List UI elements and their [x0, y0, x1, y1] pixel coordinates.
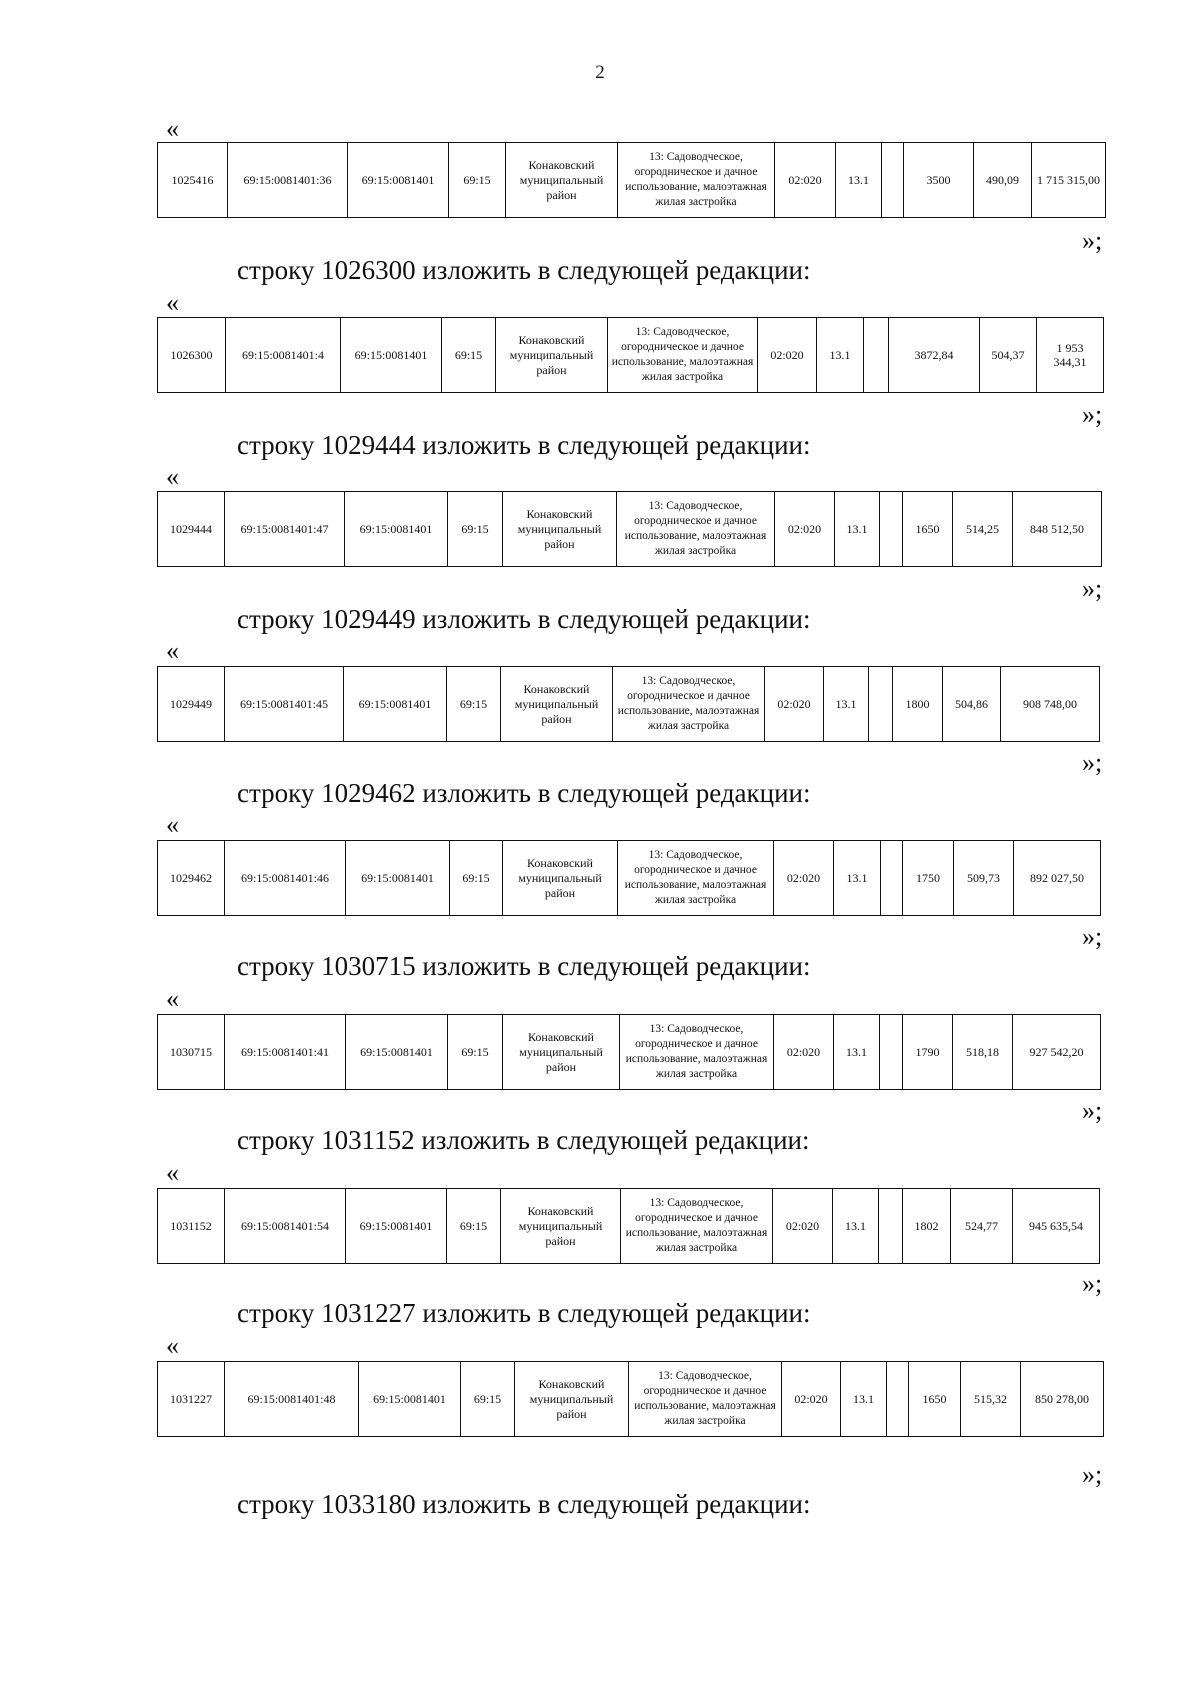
cell-cadastral-block: 69:15:0081401: [345, 492, 448, 567]
close-quote: »;: [1082, 1460, 1103, 1489]
cell-type-code: 13.1: [841, 1362, 887, 1437]
cell-row-number: 1029449: [158, 667, 225, 742]
cell-empty: [879, 1189, 903, 1264]
cell-cadastral-number: 69:15:0081401:48: [225, 1362, 359, 1437]
cell-cadastral-value: 848 512,50: [1013, 492, 1102, 567]
close-quote: »;: [1082, 400, 1103, 429]
cell-municipality: Конаковский муниципальный район: [503, 492, 617, 567]
cell-use-group: 13: Садоводческое, огородническое и дачное использование, малоэтажная жилая застройка: [618, 143, 775, 218]
table-row-1029462: [157, 840, 1101, 916]
cell-municipality: Конаковский муниципальный район: [515, 1362, 629, 1437]
cell-cadastral-block: 69:15:0081401: [344, 667, 447, 742]
cell-area: 1750: [903, 841, 954, 916]
open-quote: «: [166, 636, 179, 665]
close-quote: »;: [1082, 574, 1103, 603]
instruction-text: строку 1026300 изложить в следующей редакции:: [237, 255, 811, 285]
cell-area: 1650: [903, 492, 953, 567]
instruction-text: строку 1029462 изложить в следующей редакции:: [237, 778, 811, 808]
close-quote: »;: [1082, 226, 1103, 255]
cell-district-code: 69:15: [449, 143, 506, 218]
cell-cadastral-number: 69:15:0081401:47: [225, 492, 345, 567]
cell-row-number: 1029462: [158, 841, 225, 916]
page-number: 2: [595, 62, 605, 83]
open-quote: «: [166, 288, 179, 317]
cell-cadastral-value: 892 027,50: [1014, 841, 1101, 916]
cell-cadastral-value: 1 715 315,00: [1032, 143, 1106, 218]
cell-use-group: 13: Садоводческое, огородническое и дачное использование, малоэтажная жилая застройка: [629, 1362, 782, 1437]
cell-empty: [881, 841, 903, 916]
cell-cadastral-number: 69:15:0081401:46: [225, 841, 346, 916]
cell-row-number: 1025416: [158, 143, 228, 218]
cell-municipality: Конаковский муниципальный район: [506, 143, 618, 218]
close-quote: »;: [1082, 748, 1103, 777]
cell-area: 1800: [893, 667, 943, 742]
cell-area: 1802: [903, 1189, 951, 1264]
cell-use-group: 13: Садоводческое, огородническое и дачное использование, малоэтажная жилая застройка: [617, 492, 775, 567]
open-quote: «: [166, 114, 179, 143]
cell-cadastral-block: 69:15:0081401: [348, 143, 449, 218]
cell-empty: [882, 143, 904, 218]
cell-use-group: 13: Садоводческое, огородническое и дачное использование, малоэтажная жилая застройка: [620, 1015, 774, 1090]
cell-zone-code: 02:020: [765, 667, 824, 742]
table-row-1025416: [157, 142, 1106, 218]
cell-use-group: 13: Садоводческое, огородническое и дачное использование, малоэтажная жилая застройка: [608, 318, 758, 393]
cell-use-group: 13: Садоводческое, огородническое и дачное использование, малоэтажная жилая застройка: [613, 667, 765, 742]
open-quote: «: [166, 1158, 179, 1187]
open-quote: «: [166, 810, 179, 839]
cell-cadastral-block: 69:15:0081401: [346, 841, 450, 916]
cell-row-number: 1031227: [158, 1362, 225, 1437]
cell-empty: [880, 1015, 903, 1090]
cell-zone-code: 02:020: [774, 1015, 834, 1090]
table-row-1029444: [157, 491, 1102, 567]
cell-cadastral-value: 927 542,20: [1013, 1015, 1101, 1090]
cell-use-group: 13: Садоводческое, огородническое и дачное использование, малоэтажная жилая застройка: [618, 841, 774, 916]
cell-district-code: 69:15: [447, 667, 501, 742]
cell-cadastral-number: 69:15:0081401:36: [228, 143, 348, 218]
table-row-1031227: [157, 1361, 1104, 1437]
cell-cadastral-block: 69:15:0081401: [346, 1189, 447, 1264]
cell-municipality: Конаковский муниципальный район: [503, 1015, 620, 1090]
table-row-1030715: [157, 1014, 1101, 1090]
open-quote: «: [166, 1331, 179, 1360]
table-row-1026300: [157, 317, 1104, 393]
cell-empty: [869, 667, 893, 742]
cell-municipality: Конаковский муниципальный район: [496, 318, 608, 393]
cell-empty: [864, 318, 889, 393]
cell-cadastral-block: 69:15:0081401: [346, 1015, 448, 1090]
table-row-1029449: [157, 666, 1100, 742]
cell-type-code: 13.1: [817, 318, 864, 393]
instruction-text: строку 1029444 изложить в следующей редакции:: [237, 430, 811, 460]
cell-cadastral-value: 945 635,54: [1013, 1189, 1100, 1264]
cell-zone-code: 02:020: [775, 143, 836, 218]
open-quote: «: [166, 462, 179, 491]
cell-specific-value: 504,86: [943, 667, 1001, 742]
cell-empty: [887, 1362, 909, 1437]
cell-cadastral-block: 69:15:0081401: [341, 318, 442, 393]
cell-specific-value: 509,73: [954, 841, 1014, 916]
cell-use-group: 13: Садоводческое, огородническое и дачное использование, малоэтажная жилая застройка: [621, 1189, 773, 1264]
cell-zone-code: 02:020: [773, 1189, 833, 1264]
cell-specific-value: 490,09: [974, 143, 1032, 218]
instruction-text: строку 1030715 изложить в следующей редакции:: [237, 951, 811, 981]
cell-cadastral-number: 69:15:0081401:41: [225, 1015, 346, 1090]
cell-specific-value: 514,25: [953, 492, 1013, 567]
cell-area: 3500: [904, 143, 974, 218]
cell-cadastral-number: 69:15:0081401:54: [225, 1189, 346, 1264]
cell-row-number: 1029444: [158, 492, 225, 567]
close-quote: »;: [1082, 1096, 1103, 1125]
instruction-text: строку 1029449 изложить в следующей редакции:: [237, 604, 811, 634]
table-row-1031152: [157, 1188, 1100, 1264]
cell-specific-value: 518,18: [953, 1015, 1013, 1090]
cell-zone-code: 02:020: [774, 841, 834, 916]
cell-district-code: 69:15: [448, 1015, 503, 1090]
cell-municipality: Конаковский муниципальный район: [501, 1189, 621, 1264]
cell-type-code: 13.1: [836, 143, 882, 218]
cell-row-number: 1026300: [158, 318, 226, 393]
cell-type-code: 13.1: [834, 1015, 880, 1090]
instruction-text: строку 1033180 изложить в следующей редакции:: [237, 1489, 811, 1519]
close-quote: »;: [1082, 1269, 1103, 1298]
cell-area: 1650: [909, 1362, 961, 1437]
cell-zone-code: 02:020: [775, 492, 835, 567]
cell-district-code: 69:15: [461, 1362, 515, 1437]
cell-municipality: Конаковский муниципальный район: [501, 667, 613, 742]
cell-district-code: 69:15: [448, 492, 503, 567]
cell-type-code: 13.1: [835, 492, 880, 567]
cell-cadastral-number: 69:15:0081401:45: [225, 667, 344, 742]
instruction-text: строку 1031152 изложить в следующей редакции:: [237, 1125, 810, 1155]
cell-type-code: 13.1: [834, 841, 881, 916]
cell-type-code: 13.1: [833, 1189, 879, 1264]
cell-area: 3872,84: [889, 318, 980, 393]
cell-district-code: 69:15: [442, 318, 496, 393]
cell-empty: [880, 492, 903, 567]
cell-cadastral-number: 69:15:0081401:4: [226, 318, 341, 393]
cell-specific-value: 524,77: [951, 1189, 1013, 1264]
cell-row-number: 1031152: [158, 1189, 225, 1264]
cell-district-code: 69:15: [450, 841, 503, 916]
cell-row-number: 1030715: [158, 1015, 225, 1090]
cell-zone-code: 02:020: [782, 1362, 841, 1437]
cell-cadastral-block: 69:15:0081401: [359, 1362, 461, 1437]
cell-specific-value: 504,37: [980, 318, 1037, 393]
cell-cadastral-value: 908 748,00: [1001, 667, 1100, 742]
open-quote: «: [166, 984, 179, 1013]
cell-type-code: 13.1: [824, 667, 869, 742]
cell-municipality: Конаковский муниципальный район: [503, 841, 618, 916]
cell-cadastral-value: 1 953 344,31: [1037, 318, 1104, 393]
instruction-text: строку 1031227 изложить в следующей редакции:: [237, 1298, 811, 1328]
cell-specific-value: 515,32: [961, 1362, 1021, 1437]
cell-zone-code: 02:020: [758, 318, 817, 393]
cell-cadastral-value: 850 278,00: [1021, 1362, 1104, 1437]
close-quote: »;: [1082, 922, 1103, 951]
cell-area: 1790: [903, 1015, 953, 1090]
cell-district-code: 69:15: [447, 1189, 501, 1264]
